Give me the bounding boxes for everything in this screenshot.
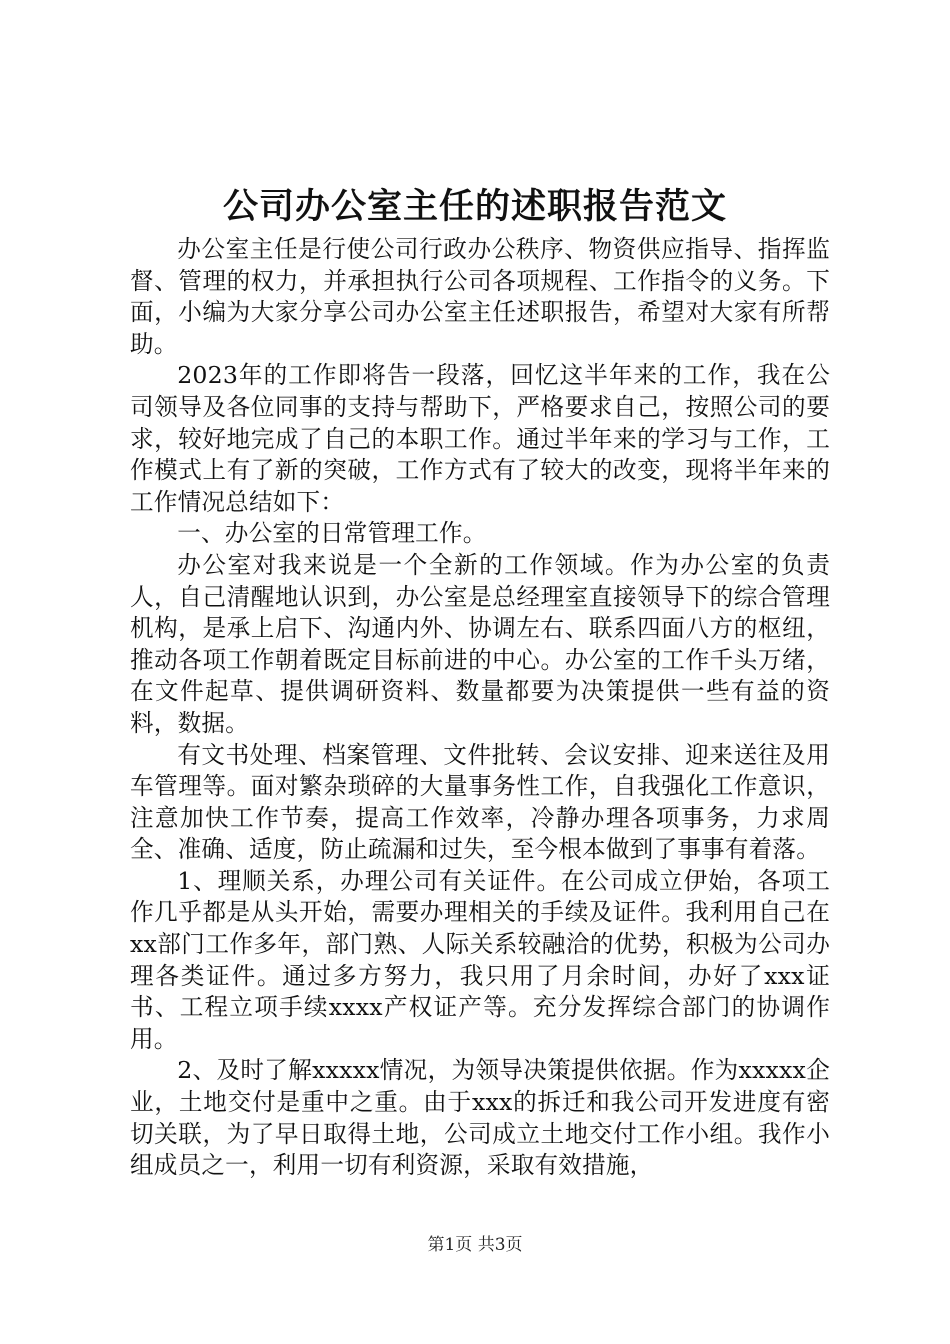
- document-body: [130, 234, 830, 1182]
- paragraph-intro: 办公室主任是行使公司行政办公秩序、物资供应指导、指挥监督、管理的权力，并承担执行公司各项规程、工作指令的义务。下面，小编为大家分享公司办公室主任述职报告，希望对大家有所帮助。: [130, 235, 830, 358]
- paragraph-office-tasks: 有文书处理、档案管理、文件批转、会议安排、迎来送往及用车管理等。面对繁杂琐碎的大量事务性工作，自我强化工作意识，注意加快工作节奏，提高工作效率，冷静办理各项事务，力求周全、准确、适度，防止疏漏和过失，至今根本做到了事事有着落。: [130, 740, 830, 864]
- page-footer: 第1页 共3页: [427, 1235, 523, 1255]
- document-title: 公司办公室主任的述职报告范文: [222, 186, 727, 227]
- section-heading-daily-management: 一、办公室的日常管理工作。: [177, 519, 487, 548]
- paragraph-summary: 2023年的工作即将告一段落，回忆这半年来的工作，我在公司领导及各位同事的支持与帮助下，严格要求自己，按照公司的要求，较好地完成了自己的本职工作。通过半年来的学习与工作，工作模式上有了新的突破，工作方式有了较大的改变，现将半年来的工作情况总结如下：: [130, 361, 830, 516]
- paragraph-item-2-land-delivery: 2、及时了解xxxxx情况，为领导决策提供依据。作为xxxxx企业，土地交付是重中之重。由于xxx的拆迁和我公司开发进度有密切关联，为了早日取得土地，公司成立土地交付工作小组。我作小组成员之一，利用一切有利资源，采取有效措施，: [130, 1056, 830, 1180]
- paragraph-item-1-certificates: 1、理顺关系，办理公司有关证件。在公司成立伊始，各项工作几乎都是从头开始，需要办理相关的手续及证件。我利用自己在xx部门工作多年，部门熟、人际关系较融洽的优势，积极为公司办理各类证件。通过多方努力，我只用了月余时间，办好了xxx证书、工程立项手续xxxx产权证产等。充分发挥综合部门的协调作用。: [130, 866, 830, 1053]
- paragraph-office-role: 办公室对我来说是一个全新的工作领域。作为办公室的负责人，自己清醒地认识到，办公室是总经理室直接领导下的综合管理机构，是承上启下、沟通内外、协调左右、联系四面八方的枢纽，推动各项工作朝着既定目标前进的中心。办公室的工作千头万绪，在文件起草、提供调研资料、数量都要为决策提供一些有益的资料，数据。: [130, 550, 830, 737]
